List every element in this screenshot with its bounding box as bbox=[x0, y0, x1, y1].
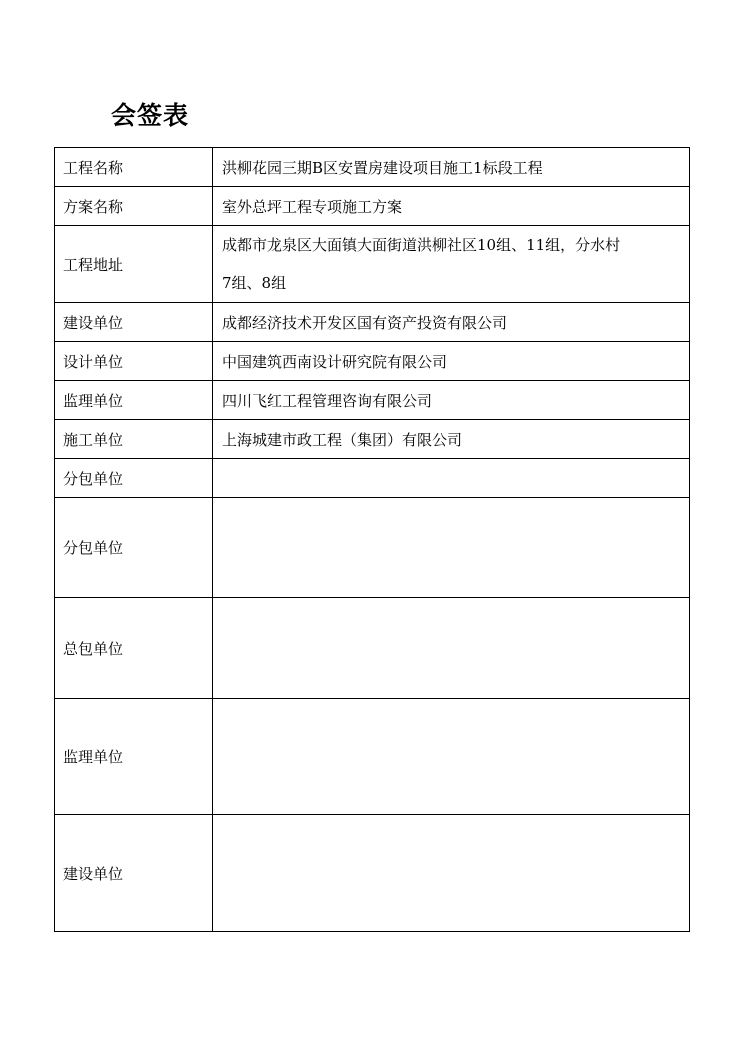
sign-off-table bbox=[54, 147, 690, 932]
table-row-contractor bbox=[55, 420, 690, 459]
row-label: 工程名称 bbox=[55, 148, 213, 187]
row-value: 成都经济技术开发区国有资产投资有限公司 bbox=[213, 303, 690, 342]
signature-cell[interactable] bbox=[213, 815, 690, 932]
row-label: 监理单位 bbox=[55, 699, 213, 815]
signature-cell[interactable] bbox=[213, 498, 690, 598]
row-label: 分包单位 bbox=[55, 498, 213, 598]
document-title: 会签表 bbox=[111, 101, 190, 130]
row-label: 施工单位 bbox=[55, 420, 213, 459]
row-label: 分包单位 bbox=[55, 459, 213, 498]
table-row-plan-name bbox=[55, 187, 690, 226]
table-row-owner-sign bbox=[55, 815, 690, 932]
row-label: 方案名称 bbox=[55, 187, 213, 226]
row-label: 监理单位 bbox=[55, 381, 213, 420]
row-label: 设计单位 bbox=[55, 342, 213, 381]
signature-cell[interactable] bbox=[213, 459, 690, 498]
row-value: 室外总坪工程专项施工方案 bbox=[213, 187, 690, 226]
row-label: 建设单位 bbox=[55, 303, 213, 342]
address-line-1: 成都市龙泉区大面镇大面街道洪柳社区10组、11组，分水村 bbox=[222, 236, 621, 254]
table-row-supervisor-sign bbox=[55, 699, 690, 815]
row-label: 总包单位 bbox=[55, 598, 213, 699]
table-row-owner bbox=[55, 303, 690, 342]
table-row-supervisor bbox=[55, 381, 690, 420]
address-line-2: 7组、8组 bbox=[222, 274, 287, 292]
table-row-designer bbox=[55, 342, 690, 381]
signature-cell[interactable] bbox=[213, 598, 690, 699]
row-value: 中国建筑西南设计研究院有限公司 bbox=[213, 342, 690, 381]
table-row-project-name bbox=[55, 148, 690, 187]
row-value bbox=[213, 226, 690, 303]
table-row-project-address bbox=[55, 226, 690, 303]
table-row-subcontractor-1 bbox=[55, 459, 690, 498]
row-value: 洪柳花园三期B区安置房建设项目施工1标段工程 bbox=[213, 148, 690, 187]
row-label: 建设单位 bbox=[55, 815, 213, 932]
table-row-general-contractor bbox=[55, 598, 690, 699]
row-value: 上海城建市政工程（集团）有限公司 bbox=[213, 420, 690, 459]
table-row-subcontractor-2 bbox=[55, 498, 690, 598]
signature-cell[interactable] bbox=[213, 699, 690, 815]
row-label: 工程地址 bbox=[55, 226, 213, 303]
row-value: 四川飞红工程管理咨询有限公司 bbox=[213, 381, 690, 420]
